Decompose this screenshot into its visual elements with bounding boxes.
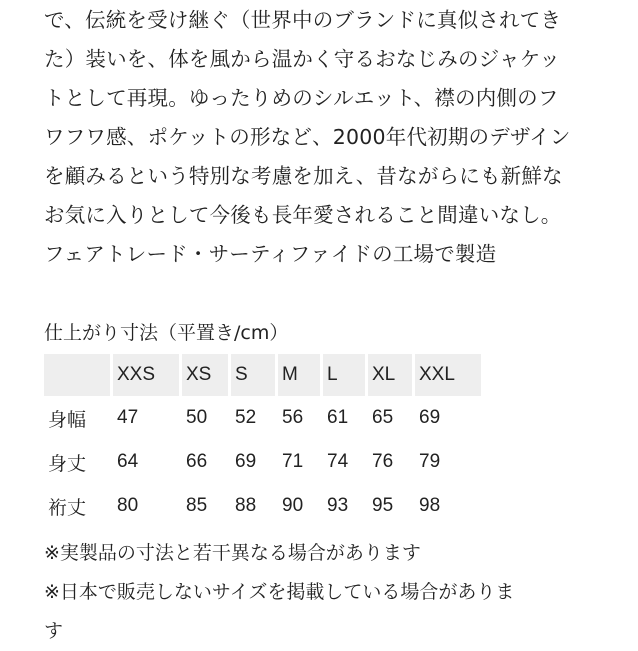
table-cell: 65 — [372, 407, 394, 428]
header-cell: XXL — [415, 354, 481, 396]
table-cell: 88 — [235, 495, 257, 516]
table-cell: 90 — [282, 495, 304, 516]
note-line: ※実製品の寸法と若干異なる場合があります — [44, 542, 421, 564]
table-header-row — [44, 354, 481, 396]
table-cell: 52 — [235, 407, 257, 428]
table-cell: 47 — [117, 407, 139, 428]
header-cell: S — [231, 354, 275, 396]
table-cell: 76 — [372, 451, 394, 472]
description-line: お気に入りとして今後も長年愛されること間違いなし。 — [44, 203, 562, 227]
product-description — [44, 1, 604, 274]
size-table — [41, 354, 484, 528]
header-cell: XL — [368, 354, 412, 396]
note-line: す — [44, 620, 64, 642]
header-cell: XXS — [113, 354, 179, 396]
table-cell: 61 — [327, 407, 349, 428]
description-line: で、伝統を受け継ぐ（世界中のブランドに真似されてき — [44, 8, 562, 32]
table-cell: 66 — [186, 451, 208, 472]
row-label: 裄丈 — [48, 496, 87, 519]
table-cell: 69 — [419, 407, 441, 428]
description-line: を顧みるという特別な考慮を加え、昔ながらにも新鮮な — [44, 164, 563, 188]
table-row — [44, 484, 481, 528]
table-cell: 74 — [327, 451, 349, 472]
table-cell: 64 — [117, 451, 139, 472]
table-cell: 50 — [186, 407, 208, 428]
description-line: た）装いを、体を風から温かく守るおなじみのジャケッ — [44, 47, 561, 71]
table-cell: 56 — [282, 407, 304, 428]
table-cell: 69 — [235, 451, 257, 472]
note-line: ※日本で販売しないサイズを掲載している場合がありま — [44, 581, 515, 603]
size-table-title: 仕上がり寸法（平置き/cm） — [44, 322, 289, 344]
header-cell — [44, 354, 110, 396]
size-notes — [44, 534, 514, 651]
header-cell: M — [278, 354, 320, 396]
description-line: フェアトレード・サーティファイドの工場で製造 — [44, 242, 497, 266]
description-line: トとして再現。ゆったりめのシルエット、襟の内側のフ — [44, 86, 559, 110]
row-label: 身丈 — [48, 452, 87, 475]
table-cell: 93 — [327, 495, 349, 516]
row-label: 身幅 — [48, 408, 87, 431]
header-cell: XS — [182, 354, 228, 396]
table-row — [44, 396, 481, 440]
table-cell: 80 — [117, 495, 139, 516]
table-cell: 85 — [186, 495, 208, 516]
table-cell: 79 — [419, 451, 441, 472]
description-line: ワフワ感、ポケットの形など、2000年代初期のデザイン — [44, 125, 571, 149]
table-cell: 71 — [282, 451, 304, 472]
table-cell: 98 — [419, 495, 441, 516]
header-cell: L — [323, 354, 365, 396]
table-row — [44, 440, 481, 484]
table-cell: 95 — [372, 495, 394, 516]
